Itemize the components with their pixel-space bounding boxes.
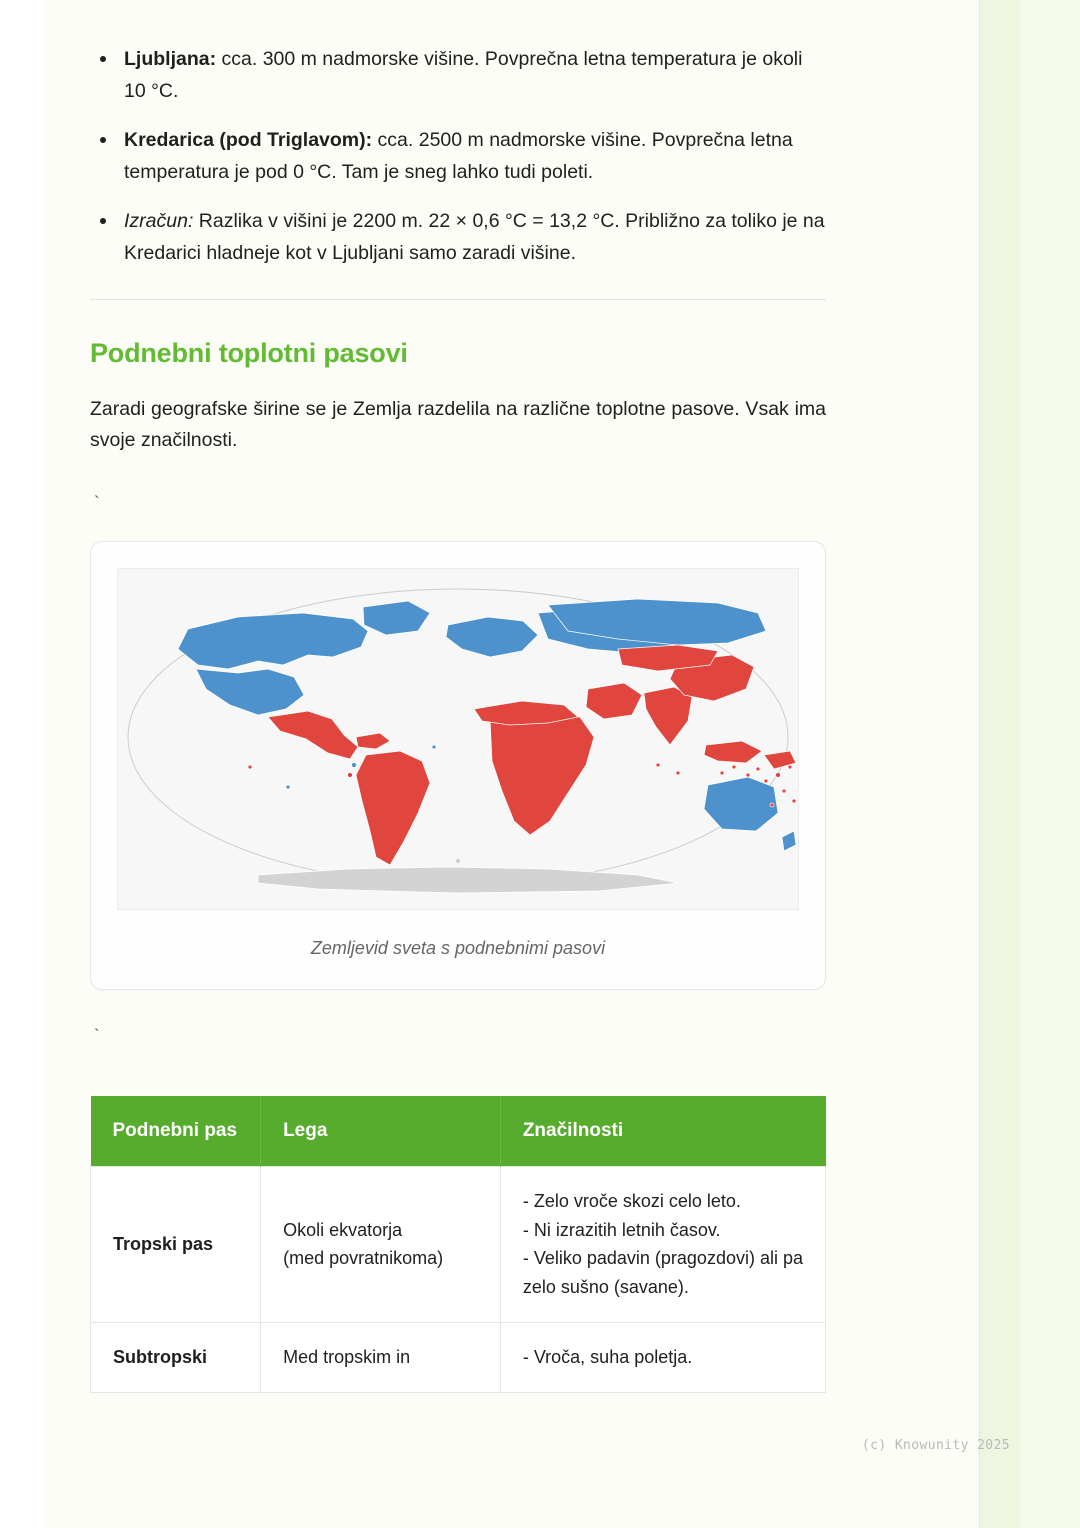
table-row (91, 1322, 826, 1392)
table-header-row (91, 1096, 826, 1167)
page-left-margin (0, 0, 44, 1528)
page-right-band-inner (1020, 0, 1080, 1528)
table-row (91, 1166, 826, 1322)
tick-mark-top: ` (94, 492, 100, 512)
list-item-text: cca. 2500 m nadmorske višine. Povprečna letna temperatura je pod 0 °C. Tam je sneg lahko tudi poleti. (124, 129, 793, 183)
watermark: (c) Knowunity 2025 (861, 1438, 1010, 1453)
table-cell-location (261, 1322, 501, 1392)
figure-card (90, 541, 826, 990)
figure-caption: Zemljevid sveta s podnebnimi pasovi (310, 937, 606, 958)
table-cell-line: zelo sušno (savane). (522, 1277, 689, 1298)
table-cell-characteristics (500, 1322, 825, 1392)
section-paragraph: Zaradi geografske širine se je Zemlja razdelila na različne toplotne pasove. Vsak ima svoje značilnosti. (90, 397, 826, 452)
table-header-cell-location: Lega (261, 1096, 501, 1167)
world-map-svg (118, 569, 798, 909)
table-cell-line: - Veliko padavin (pragozdovi) ali pa (522, 1248, 803, 1269)
list-item-text: cca. 300 m nadmorske višine. Povprečna letna temperatura je okoli 10 °C. (124, 48, 803, 102)
list-item-lead: Kredarica (pod Triglavom): (124, 129, 373, 152)
list-item (90, 206, 826, 269)
table-cell-location (261, 1166, 501, 1322)
table-cell-line: Okoli ekvatorja (283, 1219, 403, 1240)
climate-zones-table (90, 1096, 826, 1393)
list-item (90, 125, 826, 188)
table-cell-zone: Subtropski (91, 1322, 261, 1392)
table-cell-characteristics (500, 1166, 825, 1322)
table-body (91, 1166, 826, 1392)
tick-mark-bottom: ` (94, 1025, 100, 1045)
table-cell-line: Med tropskim in (283, 1346, 411, 1367)
table-header (91, 1096, 826, 1167)
table-header-cell-zone: Podnebni pas (91, 1096, 261, 1167)
table-header-cell-characteristics: Značilnosti (500, 1096, 825, 1167)
page-right-rule (979, 0, 980, 1528)
page-right-band (980, 0, 1080, 1528)
document-content (90, 0, 826, 1393)
world-map-image (117, 568, 799, 910)
list-item-lead: Ljubljana: (124, 48, 217, 70)
table-cell-line: - Vroča, suha poletja. (522, 1346, 693, 1367)
list-item-lead: Izračun: (124, 210, 194, 233)
section-divider (90, 299, 826, 300)
table-cell-zone: Tropski pas (91, 1166, 261, 1322)
table-cell-line: (med povratnikoma) (283, 1248, 444, 1269)
table-cell-line: - Zelo vroče skozi celo leto. (522, 1190, 741, 1211)
list-item (90, 44, 826, 107)
page-title: Podnebni toplotni pasovi (90, 338, 408, 369)
list-item-text: Razlika v višini je 2200 m. 22 × 0,6 °C = 13,2 °C. Približno za toliko je na Kredarici hladneje kot v Ljubljani samo zaradi višine. (124, 210, 825, 264)
bullet-list (90, 0, 826, 269)
table-cell-line: - Ni izrazitih letnih časov. (522, 1219, 721, 1240)
